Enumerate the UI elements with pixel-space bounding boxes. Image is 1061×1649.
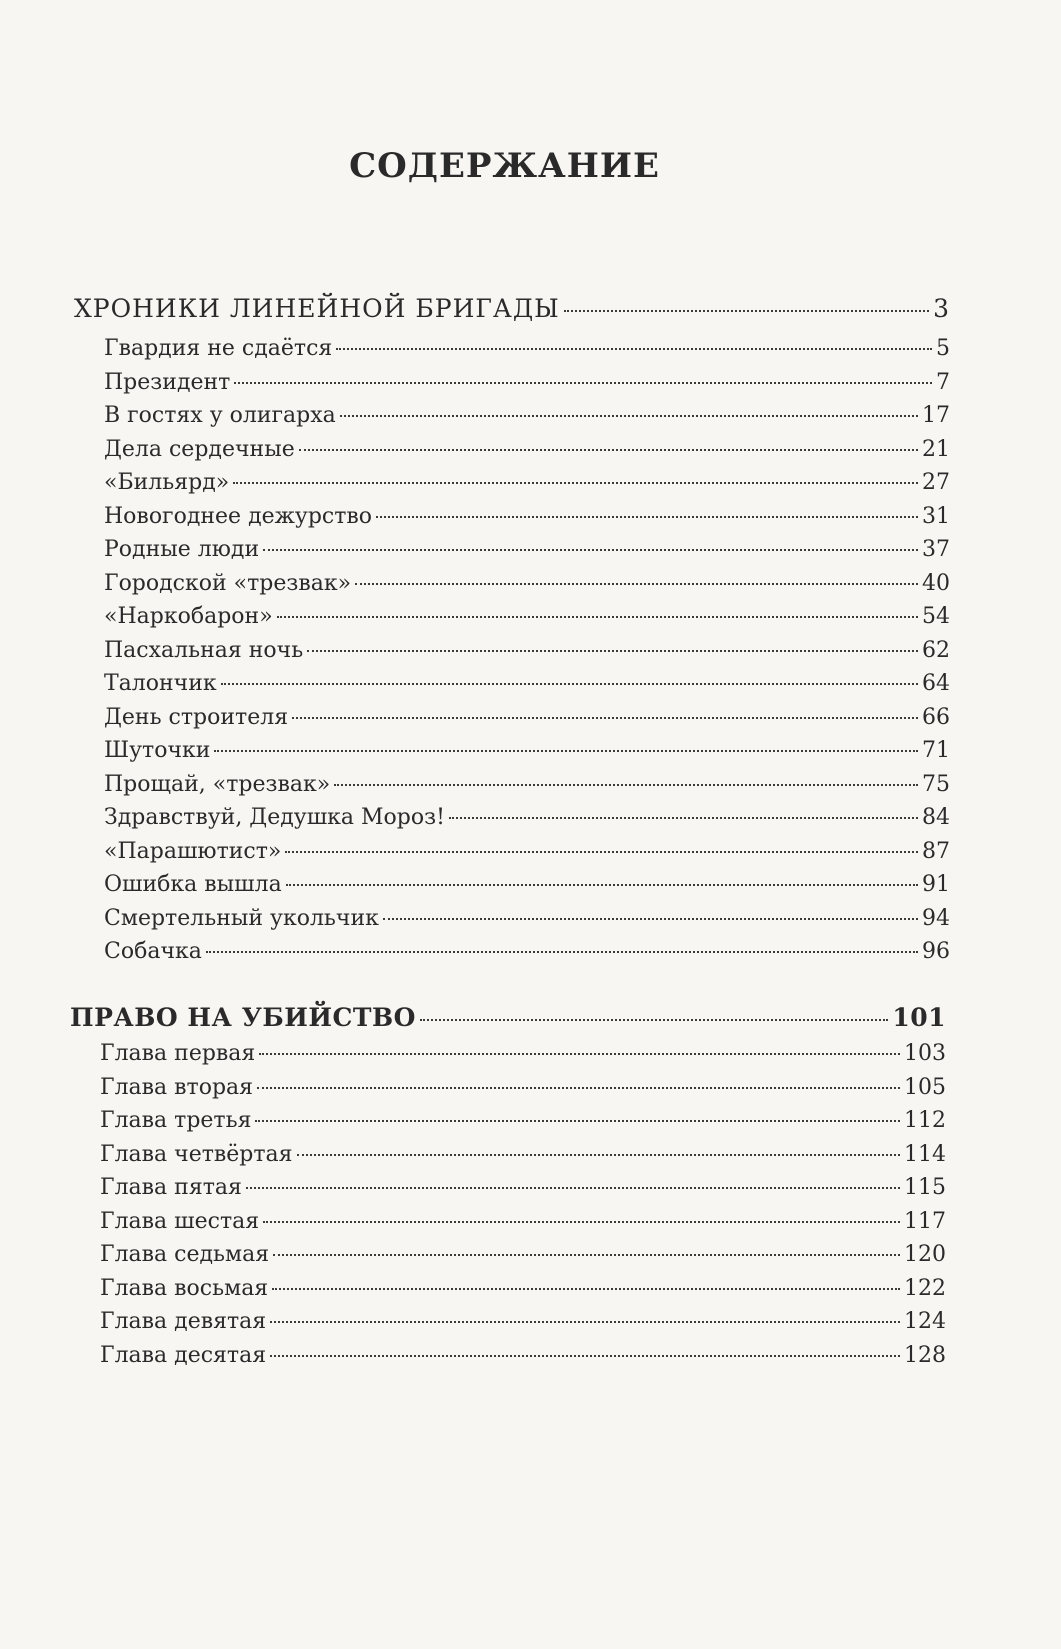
page-number: 62 — [922, 637, 950, 663]
entry-title: Здравствуй, Дедушка Мороз! — [104, 805, 445, 830]
page-number: 27 — [922, 470, 950, 495]
section-heading-row[interactable] — [70, 1003, 946, 1032]
dot-leader — [307, 650, 918, 652]
entry-title: Глава седьмая — [100, 1242, 270, 1267]
page-number: 66 — [922, 704, 950, 730]
entry-title: Собачка — [104, 939, 202, 964]
toc-entry[interactable] — [70, 1075, 946, 1100]
entry-title: «Наркобарон» — [104, 604, 273, 629]
page-number: 21 — [922, 436, 950, 462]
entry-title: Президент — [104, 369, 231, 395]
toc-entry[interactable] — [74, 470, 950, 495]
dot-leader — [257, 1087, 900, 1089]
dot-leader — [420, 1019, 888, 1021]
entry-title: Гвардия не сдаётся — [104, 336, 333, 361]
toc-entry[interactable] — [70, 1041, 946, 1066]
entry-title: Глава пятая — [100, 1175, 242, 1200]
entry-title: Дела сердечные — [104, 436, 295, 462]
entry-title: Прощай, «трезвак» — [104, 771, 331, 797]
dot-leader — [277, 616, 918, 618]
page-number: 101 — [892, 1003, 946, 1032]
page-number: 31 — [922, 503, 950, 529]
dot-leader — [449, 817, 918, 819]
dot-leader — [263, 549, 918, 551]
dot-leader — [340, 415, 918, 417]
dot-leader — [334, 784, 918, 786]
page-title: СОДЕРЖАНИЕ — [349, 146, 660, 186]
entry-title: Глава восьмая — [100, 1275, 269, 1301]
page-number: 94 — [922, 905, 950, 931]
entry-title: День строителя — [104, 704, 289, 730]
dot-leader — [273, 1254, 900, 1256]
toc-entry[interactable] — [74, 370, 950, 395]
toc-entry[interactable] — [70, 1242, 946, 1267]
dot-leader — [355, 583, 918, 585]
toc-entry[interactable] — [70, 1343, 946, 1368]
page-number: 87 — [922, 838, 950, 864]
toc-entry[interactable] — [74, 738, 950, 763]
page-number: 3 — [933, 294, 950, 323]
page-number: 75 — [922, 771, 950, 797]
toc-entry[interactable] — [74, 403, 950, 428]
toc-entry[interactable] — [70, 1209, 946, 1234]
toc-entry[interactable] — [74, 805, 950, 830]
page-number: 64 — [922, 671, 950, 696]
page-number: 84 — [922, 805, 950, 830]
toc-entry[interactable] — [74, 705, 950, 730]
entry-title: Талончик — [104, 671, 217, 696]
toc-entry[interactable] — [74, 638, 950, 663]
entry-title: Ошибка вышла — [104, 872, 282, 897]
dot-leader — [221, 683, 918, 685]
toc-entry[interactable] — [74, 872, 950, 897]
dot-leader — [263, 1221, 900, 1223]
toc-entry[interactable] — [70, 1142, 946, 1167]
page-number: 117 — [904, 1208, 946, 1234]
entry-title: Пасхальная ночь — [104, 637, 304, 663]
page-number: 17 — [922, 403, 950, 428]
dot-leader — [234, 382, 932, 384]
page-number: 54 — [922, 604, 950, 629]
dot-leader — [255, 1120, 900, 1122]
page-number: 5 — [936, 336, 950, 361]
entry-title: «Бильярд» — [104, 470, 230, 495]
entry-title: Шуточки — [104, 738, 211, 763]
page-number: 128 — [904, 1342, 946, 1368]
toc-entry[interactable] — [74, 604, 950, 629]
dot-leader — [214, 750, 918, 752]
page-number: 96 — [922, 939, 950, 964]
dot-leader — [336, 348, 932, 350]
page-number: 115 — [904, 1175, 946, 1200]
entry-title: Глава третья — [100, 1108, 252, 1133]
toc-entry[interactable] — [70, 1276, 946, 1301]
toc-entry[interactable] — [70, 1309, 946, 1334]
toc-entry[interactable] — [70, 1175, 946, 1200]
dot-leader — [270, 1321, 900, 1323]
dot-leader — [383, 918, 918, 920]
toc-entry[interactable] — [74, 839, 950, 864]
page-number: 91 — [922, 872, 950, 897]
dot-leader — [564, 310, 929, 312]
entry-title: В гостях у олигарха — [104, 403, 336, 428]
entry-title: Новогоднее дежурство — [104, 503, 373, 529]
toc-entry[interactable] — [74, 671, 950, 696]
toc-entry[interactable] — [70, 1108, 946, 1133]
entry-title: Глава шестая — [100, 1208, 260, 1234]
toc-entry[interactable] — [74, 537, 950, 562]
dot-leader — [286, 884, 918, 886]
dot-leader — [376, 516, 918, 518]
page-number: 124 — [904, 1309, 946, 1334]
page-number: 71 — [922, 738, 950, 763]
entry-title: «Парашютист» — [104, 838, 282, 864]
entry-title: Глава первая — [100, 1041, 256, 1066]
section-heading: ХРОНИКИ ЛИНЕЙНОЙ БРИГАДЫ — [74, 294, 560, 323]
page-number: 122 — [904, 1275, 946, 1301]
entry-title: Городской «трезвак» — [104, 570, 352, 596]
dot-leader — [285, 851, 918, 853]
toc-entry[interactable] — [74, 772, 950, 797]
toc-entry[interactable] — [74, 906, 950, 931]
dot-leader — [297, 1154, 900, 1156]
entry-title: Глава десятая — [100, 1342, 267, 1368]
section-heading: ПРАВО НА УБИЙСТВО — [70, 1003, 416, 1032]
page-number: 105 — [904, 1074, 946, 1100]
page-number: 112 — [904, 1108, 946, 1133]
toc-entry[interactable] — [74, 571, 950, 596]
page-number: 120 — [904, 1242, 946, 1267]
entry-title: Глава девятая — [100, 1309, 267, 1334]
page-number: 7 — [936, 369, 950, 395]
page-number: 37 — [922, 537, 950, 562]
dot-leader — [206, 951, 918, 953]
dot-leader — [299, 449, 918, 451]
section-heading-row[interactable] — [74, 294, 950, 323]
dot-leader — [272, 1288, 900, 1290]
dot-leader — [270, 1355, 900, 1357]
dot-leader — [246, 1187, 900, 1189]
entry-title: Глава вторая — [100, 1074, 254, 1100]
page-number: 114 — [904, 1141, 946, 1167]
toc-entry[interactable] — [74, 336, 950, 361]
toc-entry[interactable] — [74, 437, 950, 462]
page-number: 40 — [922, 570, 950, 596]
toc-entry[interactable] — [74, 939, 950, 964]
page-number: 103 — [904, 1041, 946, 1066]
dot-leader — [259, 1053, 900, 1055]
entry-title: Глава четвёртая — [100, 1141, 293, 1167]
dot-leader — [292, 717, 918, 719]
dot-leader — [233, 482, 918, 484]
entry-title: Смертельный укольчик — [104, 905, 379, 931]
entry-title: Родные люди — [104, 537, 260, 562]
toc-entry[interactable] — [74, 504, 950, 529]
